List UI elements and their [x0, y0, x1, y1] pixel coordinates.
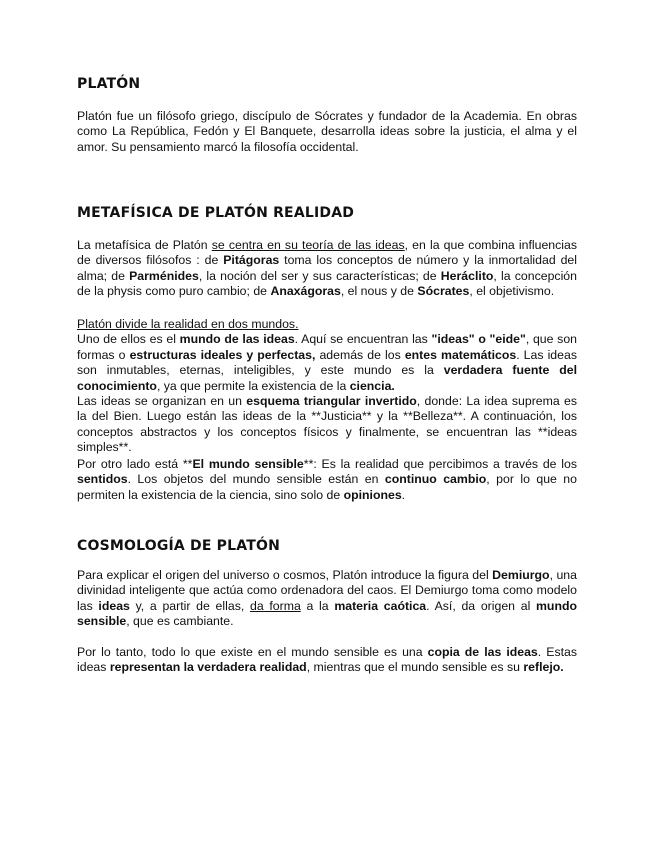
text-run: , el objetivismo. [469, 284, 555, 299]
bold-term: Anaxágoras [270, 284, 341, 299]
paragraph-copia-ideas [77, 645, 577, 676]
text-run: . Los objetos del mundo sensible están en [127, 472, 385, 487]
bold-term: estructuras ideales y perfectas, [129, 347, 316, 362]
text-run: . Aquí se encuentran las [294, 332, 432, 347]
text-run: , la noción del ser y sus características; de [198, 268, 441, 283]
heading-metafisica: METAFÍSICA DE PLATÓN REALIDAD [77, 205, 355, 221]
paragraph-dos-mundos [77, 317, 577, 456]
bold-term: materia caótica [334, 598, 427, 613]
heading-platon: PLATÓN [77, 76, 141, 92]
text-run: , mientras que el mundo sensible es su [306, 660, 524, 675]
text-run: toma los conceptos de número y la inmortalidad del alma; de [77, 253, 577, 283]
paragraph-demiurgo [77, 568, 577, 630]
text-run: Por otro lado está ** [77, 457, 193, 471]
text-run: Las ideas se organizan en un [77, 394, 247, 409]
text-run: y, a partir de ellas, [129, 598, 250, 613]
bold-term: opiniones [343, 487, 402, 502]
text-run: Uno de ellos es el [77, 332, 180, 347]
text-run: Para explicar el origen del universo o cosmos, Platón introduce la figura del [77, 568, 493, 582]
bold-term: verdadera fuente del conocimiento [77, 363, 578, 393]
heading-cosmologia: COSMOLOGÍA DE PLATÓN [77, 538, 280, 554]
bold-term: El mundo sensible [192, 457, 304, 471]
bold-term: "ideas" o "eide" [431, 332, 526, 347]
paragraph-platon-intro: Platón fue un filósofo griego, discípulo de Sócrates y fundador de la Academia. En obras como La República, Fedón y El Banquete, desarrolla ideas sobre la justicia, el alma y el amor. Su pensamiento marcó la filosofía occidental. [77, 109, 577, 154]
paragraph-mundo-sensible [77, 457, 577, 503]
bold-term: ideas [98, 598, 130, 613]
text-run: , ya que permite la existencia de la [156, 378, 350, 393]
bold-term: ciencia. [349, 378, 395, 393]
text-run: . Estas ideas [77, 645, 577, 675]
paragraph-metafisica-influences [77, 238, 577, 300]
bold-term: entes matemáticos [404, 347, 517, 362]
text-run: a la [300, 598, 335, 613]
bold-term: mundo sensible [77, 598, 577, 629]
text-run: , donde: La idea suprema es la del Bien. Luego están las ideas de la **Justicia** y la **Belleza**. A continuación, los conceptos abstractos y los conceptos físicos y finalmente, se encuentran las **ideas simples**. [77, 394, 577, 455]
text-run: . [401, 487, 406, 502]
underlined-text: da forma [249, 598, 301, 613]
text-run: . Así, da origen al [426, 598, 536, 613]
underlined-text: se centra en su teoría de las ideas [211, 238, 405, 252]
text-run: , que es cambiante. [126, 614, 234, 629]
text-run: además de los [315, 347, 405, 362]
bold-term: Demiurgo [492, 568, 550, 582]
bold-term: reflejo. [523, 660, 564, 675]
text-run: , la concepción de la physis como puro cambio; de [77, 268, 577, 299]
bold-term: Heráclito [440, 268, 494, 283]
text-run: Por lo tanto, todo lo que existe en el mundo sensible es una [77, 645, 428, 659]
bold-term: Pitágoras [223, 253, 280, 268]
text-run: . Las ideas son inmutables, eternas, inteligibles, y este mundo es la [77, 347, 577, 378]
text-run: , que son formas o [77, 332, 578, 362]
underlined-text: Platón divide la realidad en dos mundos. [77, 317, 299, 331]
bold-term: continuo cambio [384, 472, 487, 487]
bold-term: Parménides [129, 268, 199, 283]
bold-term: copia de las ideas [427, 645, 538, 659]
text-run: , en la que combina influencias de diversos filósofos : de [77, 238, 577, 268]
bold-term: representan la verdadera realidad [109, 660, 307, 675]
text-run: La metafísica de Platón [77, 238, 212, 252]
bold-term: sentidos [77, 472, 128, 487]
text-run: , el nous y de [340, 284, 418, 299]
bold-term: esquema triangular invertido [246, 394, 417, 409]
text-run: , por lo que no permiten la existencia de la ciencia, sino solo de [77, 472, 577, 502]
bold-term: Sócrates [417, 284, 470, 299]
text-run: **: Es la realidad que percibimos a través de los [303, 457, 577, 471]
text-run: , una divinidad inteligente que actúa como ordenadora del caos. El Demiurgo toma como modelo las [77, 568, 577, 613]
bold-term: mundo de las ideas [179, 332, 295, 347]
